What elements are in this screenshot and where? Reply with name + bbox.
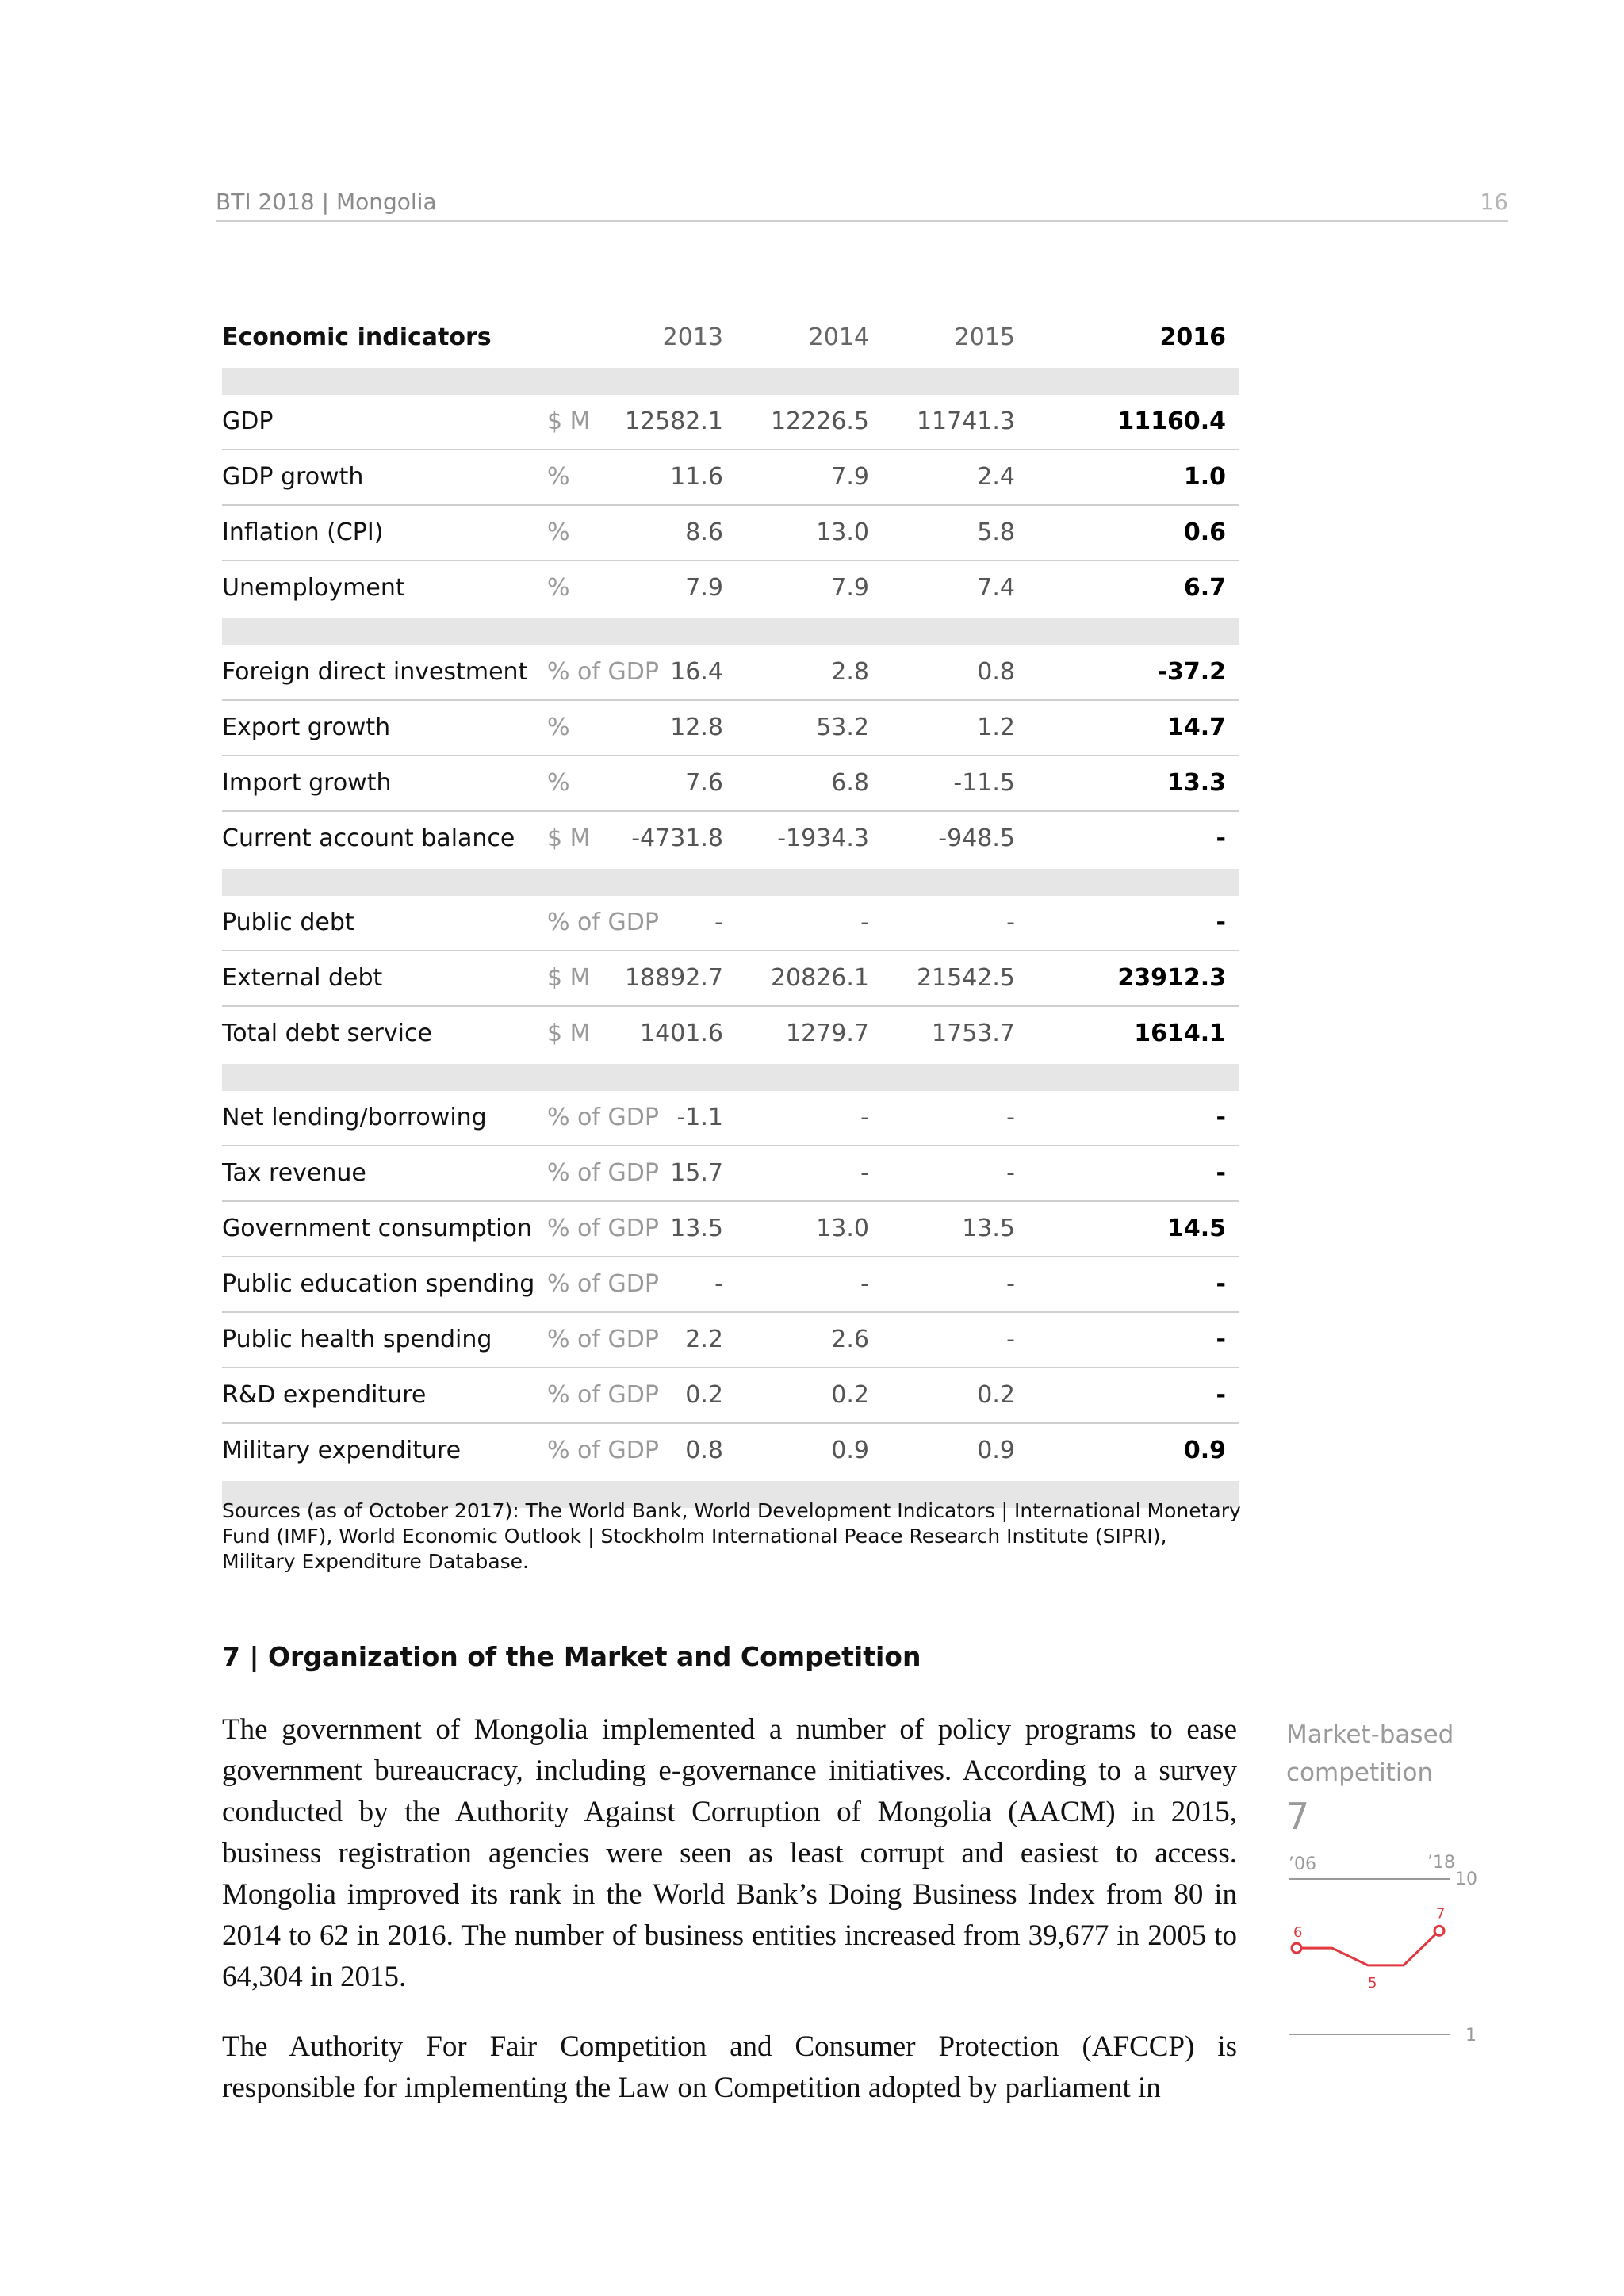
- indicator-value: 12226.5: [770, 408, 869, 435]
- table-row: [222, 1257, 1239, 1313]
- indicator-value: 15.7: [670, 1159, 723, 1187]
- indicator-value: 13.3: [1166, 769, 1226, 797]
- group-separator: [222, 618, 1239, 645]
- indicator-name: Tax revenue: [222, 1159, 366, 1187]
- table-row: [222, 701, 1239, 756]
- indicator-unit: % of GDP: [547, 1270, 659, 1298]
- indicator-value: 13.0: [816, 1215, 869, 1242]
- indicator-value: 13.5: [670, 1215, 723, 1242]
- group-separator: [222, 1064, 1239, 1091]
- indicator-value: -: [860, 1270, 869, 1298]
- indicator-value: -4731.8: [631, 825, 723, 852]
- indicator-value: 21542.5: [916, 964, 1015, 992]
- indicator-value: 14.5: [1166, 1215, 1226, 1242]
- table-row: [222, 951, 1239, 1007]
- indicator-unit: % of GDP: [547, 909, 659, 936]
- indicator-unit: % of GDP: [547, 1104, 659, 1131]
- indicator-value: 0.9: [977, 1437, 1015, 1464]
- page-header: [216, 187, 1508, 222]
- indicator-unit: $ M: [547, 825, 591, 852]
- indicator-value: -11.5: [953, 769, 1015, 797]
- table-row: [222, 645, 1239, 701]
- indicator-value: 23912.3: [1117, 964, 1226, 992]
- year-header: 2013: [662, 323, 723, 351]
- indicator-label: competition: [1286, 1758, 1434, 1787]
- indicator-value: 1401.6: [640, 1020, 723, 1047]
- score-line: [1297, 1931, 1439, 1965]
- indicator-value: -: [1006, 1326, 1015, 1353]
- indicator-value: 1.0: [1183, 463, 1226, 491]
- indicator-value: -: [1216, 1159, 1226, 1187]
- indicator-value: 16.4: [670, 658, 723, 686]
- indicator-name: R&D expenditure: [222, 1381, 427, 1409]
- section-heading: 7 | Organization of the Market and Competition: [222, 1641, 921, 1672]
- score-sidebar: [1286, 1716, 1477, 1838]
- indicator-unit: %: [547, 463, 570, 491]
- indicator-name: GDP growth: [222, 463, 364, 491]
- end-year-label: ’18: [1427, 1853, 1455, 1873]
- indicator-value: -: [714, 1270, 723, 1298]
- indicator-unit: %: [547, 769, 570, 797]
- indicator-value: 18892.7: [624, 964, 723, 992]
- indicator-value: -: [860, 1104, 869, 1131]
- indicator-unit: %: [547, 519, 570, 546]
- year-header: 2014: [808, 323, 869, 351]
- indicator-name: Export growth: [222, 714, 391, 741]
- indicator-value: 8.6: [685, 519, 723, 546]
- year-header: 2016: [1159, 323, 1226, 351]
- indicator-value: 11160.4: [1117, 408, 1226, 435]
- point-label: 6: [1293, 1924, 1303, 1942]
- indicator-value: 2.2: [685, 1326, 723, 1353]
- indicator-name: Total debt service: [222, 1020, 432, 1047]
- indicator-value: 1.2: [977, 714, 1015, 741]
- indicator-value: 12582.1: [624, 408, 723, 435]
- indicator-name: Unemployment: [222, 574, 405, 602]
- table-row: [222, 561, 1239, 615]
- indicator-value: 11741.3: [916, 408, 1015, 435]
- table-row: [222, 506, 1239, 561]
- indicator-value: -37.2: [1157, 658, 1226, 686]
- indicator-value: -: [1216, 909, 1226, 936]
- indicator-value: 2.4: [977, 463, 1015, 491]
- indicator-value: -: [1006, 1159, 1015, 1187]
- indicator-value: 7.9: [685, 574, 723, 602]
- table-row: [222, 395, 1239, 450]
- end-point: [1434, 1926, 1444, 1935]
- body-paragraph: The Authority For Fair Competition and Consumer Protection (AFCCP) is responsible for implementing the Law on Competition adopted by parliament in: [222, 2030, 1237, 2104]
- scale-max-label: 10: [1455, 1869, 1477, 1889]
- indicator-value: -: [1006, 909, 1015, 936]
- indicator-value: 13.0: [816, 519, 869, 546]
- table-row: [222, 756, 1239, 812]
- point-label: 7: [1436, 1905, 1446, 1923]
- indicator-name: External debt: [222, 964, 383, 992]
- indicator-label: Market-based: [1286, 1720, 1454, 1749]
- indicator-name: Military expenditure: [222, 1437, 462, 1464]
- indicator-value: 6.8: [831, 769, 869, 797]
- indicator-value: -: [1216, 825, 1226, 852]
- page-number: 16: [1480, 189, 1508, 215]
- indicator-unit: % of GDP: [547, 658, 659, 686]
- table-row: [222, 1007, 1239, 1061]
- indicator-unit: % of GDP: [547, 1326, 659, 1353]
- indicator-unit: % of GDP: [547, 1437, 659, 1464]
- table-row: [222, 1313, 1239, 1368]
- table-row: [222, 1146, 1239, 1202]
- report-title: BTI 2018 | Mongolia: [216, 189, 437, 215]
- indicator-unit: % of GDP: [547, 1381, 659, 1409]
- indicator-name: Public debt: [222, 909, 354, 936]
- table-row: [222, 1202, 1239, 1257]
- indicator-value: -948.5: [938, 825, 1015, 852]
- indicator-unit: % of GDP: [547, 1159, 659, 1187]
- indicator-unit: $ M: [547, 964, 591, 992]
- indicator-value: -: [1006, 1104, 1015, 1131]
- indicator-value: -: [1216, 1270, 1226, 1298]
- start-point: [1292, 1943, 1301, 1953]
- indicator-name: GDP: [222, 408, 274, 435]
- indicator-unit: $ M: [547, 408, 591, 435]
- indicator-value: 0.2: [685, 1381, 723, 1409]
- indicator-value: -: [714, 909, 723, 936]
- indicator-value: 6.7: [1183, 574, 1226, 602]
- table-row: [222, 450, 1239, 506]
- sources-note: Sources (as of October 2017): The World Bank, World Development Indicators | International Monetary Fund (IMF), World Economic Outlook | Stockholm International Peace Research Institute (SIPRI), Military Expenditure Database.: [222, 1499, 1241, 1573]
- indicator-value: 2.8: [831, 658, 869, 686]
- indicator-value: 1753.7: [932, 1020, 1015, 1047]
- indicator-unit: %: [547, 574, 570, 602]
- indicator-value: 53.2: [816, 714, 869, 741]
- indicator-value: -: [1216, 1381, 1226, 1409]
- indicator-name: Government consumption: [222, 1215, 532, 1242]
- indicator-value: -: [1006, 1270, 1015, 1298]
- indicator-value: 20826.1: [770, 964, 869, 992]
- point-label: 5: [1368, 1974, 1377, 1992]
- year-header: 2015: [954, 323, 1015, 351]
- indicator-name: Public education spending: [222, 1270, 535, 1298]
- indicator-value: -: [860, 1159, 869, 1187]
- indicator-value: 13.5: [962, 1215, 1015, 1242]
- indicator-unit: %: [547, 714, 570, 741]
- indicator-value: 1614.1: [1134, 1020, 1226, 1047]
- indicator-value: 7.9: [831, 463, 869, 491]
- indicator-name: Foreign direct investment: [222, 658, 528, 686]
- indicator-name: Public health spending: [222, 1326, 492, 1353]
- indicator-value: 0.8: [685, 1437, 723, 1464]
- indicator-unit: $ M: [547, 1020, 591, 1047]
- indicator-value: 7.4: [977, 574, 1015, 602]
- indicator-value: -: [860, 909, 869, 936]
- table-row: [222, 896, 1239, 951]
- group-separator: [222, 368, 1239, 395]
- indicator-value: 0.2: [977, 1381, 1015, 1409]
- indicator-value: 0.6: [1183, 519, 1226, 546]
- indicator-value: 1279.7: [786, 1020, 869, 1047]
- indicator-value: -: [1216, 1326, 1226, 1353]
- indicator-value: 0.8: [977, 658, 1015, 686]
- indicator-value: 12.8: [670, 714, 723, 741]
- indicator-value: 2.6: [831, 1326, 869, 1353]
- table-row: [222, 1091, 1239, 1146]
- indicator-name: Net lending/borrowing: [222, 1104, 487, 1131]
- indicator-value: 14.7: [1166, 714, 1226, 741]
- indicator-name: Current account balance: [222, 825, 515, 852]
- indicator-value: 11.6: [670, 463, 723, 491]
- sparkline-series: [1292, 1905, 1445, 1992]
- table-body: [222, 368, 1239, 1508]
- indicator-value: 7.9: [831, 574, 869, 602]
- score-trend-sparkline: [1285, 1847, 1491, 2053]
- indicator-unit: % of GDP: [547, 1215, 659, 1242]
- indicator-value: 5.8: [977, 519, 1015, 546]
- table-row: [222, 1424, 1239, 1478]
- indicator-value: -1.1: [676, 1104, 723, 1131]
- indicator-value: 0.9: [1183, 1437, 1226, 1464]
- indicator-value: 0.2: [831, 1381, 869, 1409]
- indicator-value: 0.9: [831, 1437, 869, 1464]
- indicator-name: Import growth: [222, 769, 392, 797]
- start-year-label: ’06: [1289, 1854, 1316, 1874]
- table-title: Economic indicators: [222, 323, 492, 351]
- indicator-score: 7: [1286, 1795, 1310, 1838]
- table-header: [222, 317, 1239, 365]
- indicator-value: 7.6: [685, 769, 723, 797]
- indicator-value: -: [1216, 1104, 1226, 1131]
- indicator-value: -1934.3: [777, 825, 869, 852]
- body-paragraph: The government of Mongolia implemented a number of policy programs to ease government bureaucracy, including e-governance initiatives. According to a survey conducted by the Authority Against Corruption of Mongolia (AACM) in 2015, business registration agencies were seen as least corrupt and easiest to access. Mongolia improved its rank in the World Bank’s Doing Business Index from 80 in 2014 to 62 in 2016. The number of business entities increased from 39,677 in 2005 to 64,304 in 2015.: [222, 1713, 1237, 1993]
- scale-min-label: 1: [1465, 2026, 1477, 2045]
- economic-indicators-table: [222, 317, 1239, 1508]
- indicator-name: Inflation (CPI): [222, 519, 384, 546]
- table-row: [222, 1368, 1239, 1424]
- group-separator: [222, 869, 1239, 896]
- table-row: [222, 812, 1239, 866]
